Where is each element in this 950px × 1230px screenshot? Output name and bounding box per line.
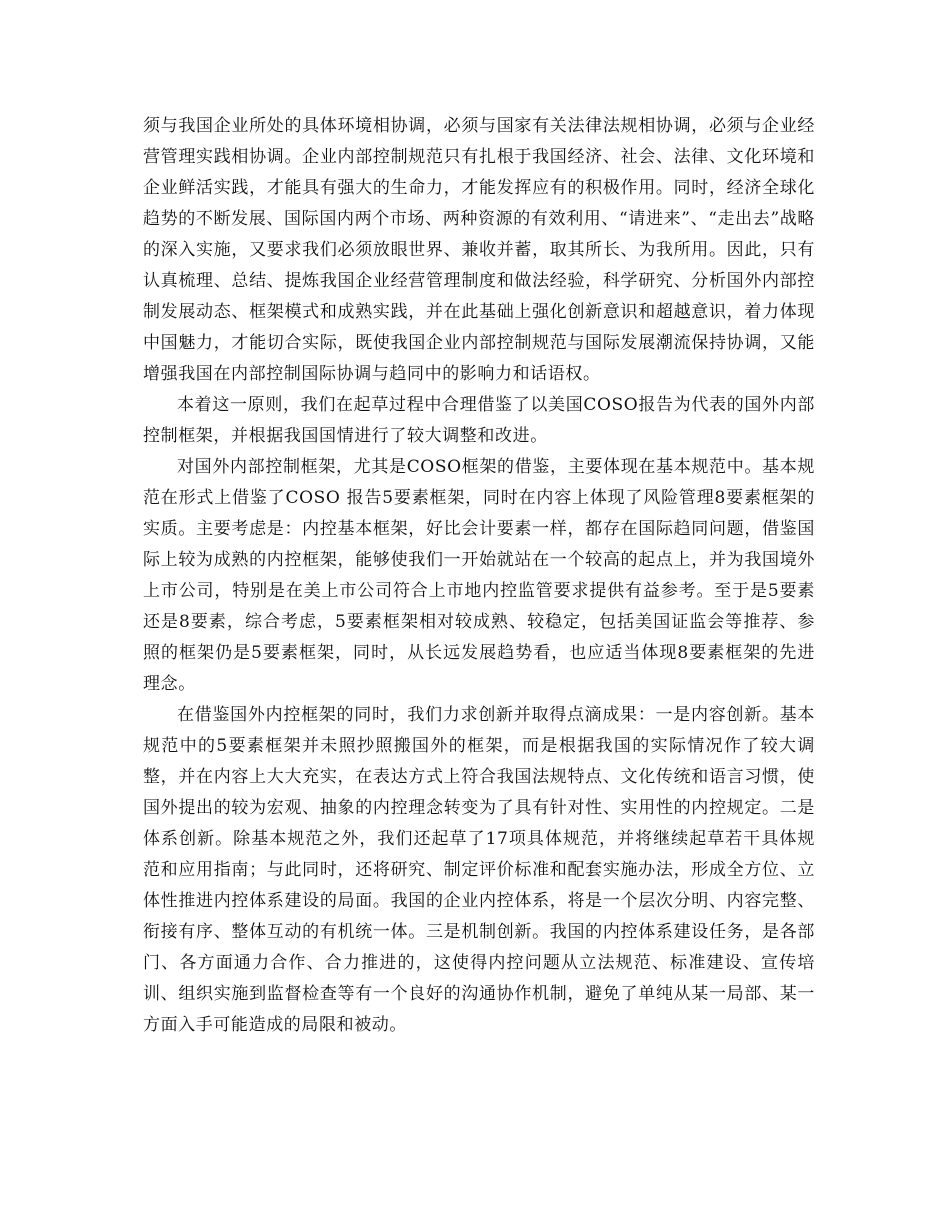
paragraph-3: 对国外内部控制框架，尤其是COSO框架的借鉴，主要体现在基本规范中。基本规范在形式上借鉴了COSO 报告5要素框架，同时在内容上体现了风险管理8要素框架的实质。主要考虑是：内控基本框架，好比会计要素一样，都存在国际趋同问题，借鉴国际上较为成熟的内控框架，能够使我们一开始就站在一个较高的起点上，并为我国境外上市公司，特别是在美上市公司符合上市地内控监管要求提供有益参考。至于是5要素还是8要素，综合考虑，5要素框架相对较成熟、较稳定，包括美国证监会等推荐、参照的框架仍是5要素框架，同时，从长远发展趋势看，也应适当体现8要素框架的先进理念。 — [143, 457, 815, 694]
paragraph-4: 在借鉴国外内控框架的同时，我们力求创新并取得点滴成果：一是内容创新。基本规范中的5要素框架并未照抄照搬国外的框架，而是根据我国的实际情况作了较大调整，并在内容上大大充实，在表达方式上符合我国法规特点、文化传统和语言习惯，使国外提出的较为宏观、抽象的内控理念转变为了具有针对性、实用性的内控规定。二是体系创新。除基本规范之外，我们还起草了17项具体规范，并将继续起草若干具体规范和应用指南；与此同时，还将研究、制定评价标准和配套实施办法，形成全方位、立体性推进内控体系建设的局面。我国的企业内控体系，将是一个层次分明、内容完整、衔接有序、整体互动的有机统一体。三是机制创新。我国的内控体系建设任务，是各部门、各方面通力合作、合力推进的，这使得内控问题从立法规范、标准建设、宣传培训、组织实施到监督检查等有一个良好的沟通协作机制，避免了单纯从某一局部、某一方面入手可能造成的局限和被动。 — [143, 705, 815, 1035]
paragraph-2: 本着这一原则，我们在起草过程中合理借鉴了以美国COSO报告为代表的国外内部控制框架，并根据我国国情进行了较大调整和改进。 — [143, 395, 815, 446]
paragraph-1: 须与我国企业所处的具体环境相协调，必须与国家有关法律法规相协调，必须与企业经营管理实践相协调。企业内部控制规范只有扎根于我国经济、社会、法律、文化环境和企业鲜活实践，才能具有强大的生命力，才能发挥应有的积极作用。同时，经济全球化趋势的不断发展、国际国内两个市场、两种资源的有效利用、“请进来”、“走出去”战略的深入实施，又要求我们必须放眼世界、兼收并蓄，取其所长、为我所用。因此，只有认真梳理、总结、提炼我国企业经营管理制度和做法经验，科学研究、分析国外内部控制发展动态、框架模式和成熟实践，并在此基础上强化创新意识和超越意识，着力体现中国魅力，才能切合实际，既使我国企业内部控制规范与国际发展潮流保持协调，又能增强我国在内部控制国际协调与趋同中的影响力和话语权。 — [143, 116, 815, 384]
document-body — [143, 111, 815, 1041]
